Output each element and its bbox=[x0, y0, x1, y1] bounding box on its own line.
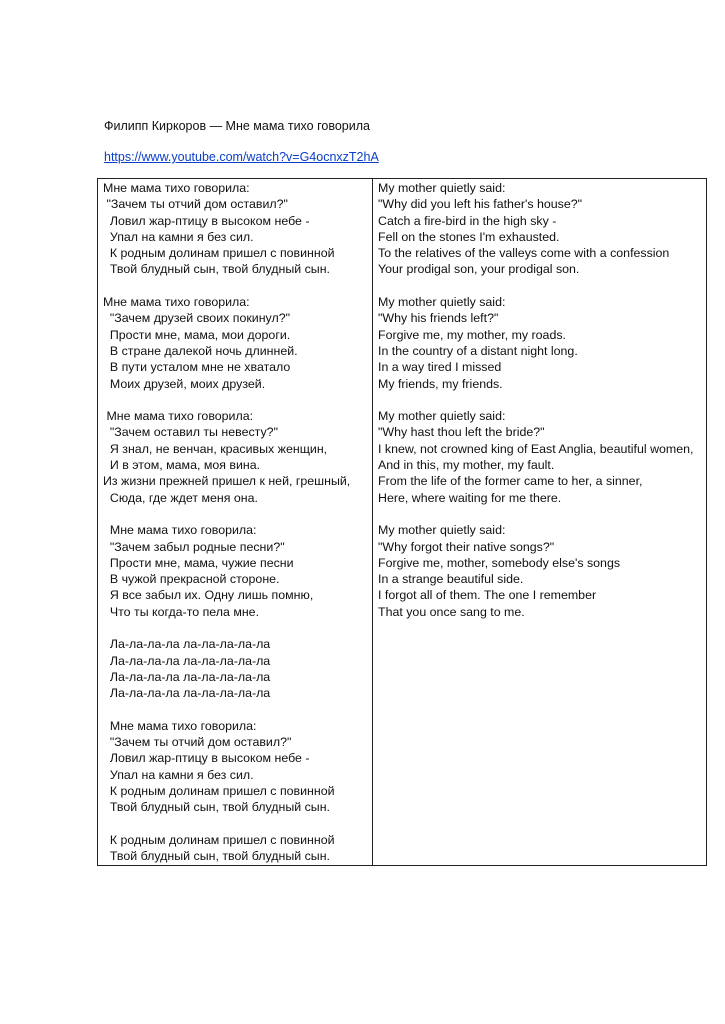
lyric-line: Мне мама тихо говорила: bbox=[103, 409, 254, 424]
lyric-line: Ла-ла-ла-ла ла-ла-ла-ла-ла bbox=[103, 637, 271, 652]
lyric-line: Твой блудный сын, твой блудный сын. bbox=[103, 800, 330, 815]
lyric-line: Я все забыл их. Одну лишь помню, bbox=[103, 588, 314, 603]
translation-line: "Why hast thou left the bride?" bbox=[378, 425, 545, 440]
lyric-line: Мне мама тихо говорила: bbox=[103, 718, 257, 733]
stanza-gap bbox=[103, 620, 368, 636]
translation-line: From the life of the former came to her, a sinner, bbox=[378, 474, 643, 489]
russian-verse-1 bbox=[103, 180, 368, 278]
lyric-line: Прости мне, мама, мои дороги. bbox=[103, 327, 291, 342]
lyric-line: Прости мне, мама, чужие песни bbox=[103, 555, 294, 570]
english-verse-4 bbox=[378, 522, 704, 620]
translation-line: My mother quietly said: bbox=[378, 409, 506, 424]
translation-line: That you once sang to me. bbox=[378, 604, 525, 619]
translation-line: Your prodigal son, your prodigal son. bbox=[378, 262, 580, 277]
translation-line: My mother quietly said: bbox=[378, 181, 506, 195]
lyric-line: Я знал, не венчан, красивых женщин, bbox=[103, 441, 328, 456]
lyric-line: Сюда, где ждет меня она. bbox=[103, 490, 258, 505]
translation-line: I forgot all of them. The one I remember bbox=[378, 588, 597, 603]
translation-line: My mother quietly said: bbox=[378, 523, 506, 538]
lyric-line: "Зачем забыл родные песни?" bbox=[103, 539, 285, 554]
translation-line: "Why forgot their native songs?" bbox=[378, 539, 555, 554]
stanza-gap bbox=[103, 278, 368, 294]
translation-line: To the relatives of the valleys come with a confession bbox=[378, 246, 670, 261]
lyric-line: Мне мама тихо говорила: bbox=[103, 181, 250, 195]
english-verse-1 bbox=[378, 180, 704, 278]
lyric-line: К родным долинам пришел с повинной bbox=[103, 246, 335, 261]
stanza-gap bbox=[103, 392, 368, 408]
lyric-line: Твой блудный сын, твой блудный сын. bbox=[103, 262, 330, 277]
translation-line: Here, where waiting for me there. bbox=[378, 490, 562, 505]
lyrics-table bbox=[97, 178, 707, 866]
lyric-line: "Зачем ты отчий дом оставил?" bbox=[103, 735, 292, 750]
translation-line: "Why did you left his father's house?" bbox=[378, 197, 583, 212]
translation-line: I knew, not crowned king of East Anglia, beautiful women, bbox=[378, 441, 694, 456]
russian-verse-3 bbox=[103, 408, 368, 506]
russian-lyrics-column bbox=[103, 180, 368, 864]
lyric-line: "Зачем ты отчий дом оставил?" bbox=[103, 197, 288, 212]
russian-outro bbox=[103, 832, 368, 865]
translation-line: My friends, my friends. bbox=[378, 376, 503, 391]
translation-line: Catch a fire-bird in the high sky - bbox=[378, 213, 557, 228]
stanza-gap bbox=[378, 506, 704, 522]
lyric-line: Ла-ла-ла-ла ла-ла-ла-ла-ла bbox=[103, 686, 271, 701]
translation-line: "Why his friends left?" bbox=[378, 311, 499, 326]
lyric-line: Что ты когда-то пела мне. bbox=[103, 604, 260, 619]
russian-verse-2 bbox=[103, 294, 368, 392]
lyric-line: Ловил жар-птицу в высоком небе - bbox=[103, 751, 310, 766]
russian-chorus bbox=[103, 636, 368, 701]
lyric-line: Моих друзей, моих друзей. bbox=[103, 376, 266, 391]
lyric-line: Упал на камни я без сил. bbox=[103, 767, 254, 782]
lyric-line: В чужой прекрасной стороне. bbox=[103, 572, 280, 587]
lyric-line: Твой блудный сын, твой блудный сын. bbox=[103, 849, 330, 864]
lyric-line: И в этом, мама, моя вина. bbox=[103, 458, 261, 473]
youtube-link[interactable]: https://www.youtube.com/watch?v=G4ocnxzT2hA bbox=[104, 150, 379, 164]
stanza-gap bbox=[378, 392, 704, 408]
russian-verse-5 bbox=[103, 718, 368, 816]
lyric-line: Мне мама тихо говорила: bbox=[103, 295, 250, 310]
english-translation-column bbox=[378, 180, 704, 620]
lyric-line: В стране далекой ночь длинней. bbox=[103, 343, 298, 358]
lyric-line: Упал на камни я без сил. bbox=[103, 229, 254, 244]
column-divider bbox=[372, 179, 373, 865]
stanza-gap bbox=[103, 702, 368, 718]
russian-verse-4 bbox=[103, 522, 368, 620]
translation-line: In the country of a distant night long. bbox=[378, 343, 578, 358]
translation-line: Forgive me, mother, somebody else's songs bbox=[378, 555, 621, 570]
translation-line: Fell on the stones I'm exhausted. bbox=[378, 229, 560, 244]
lyric-line: В пути усталом мне не хватало bbox=[103, 360, 291, 375]
page-title: Филипп Киркоров — Мне мама тихо говорила bbox=[104, 119, 370, 133]
translation-line: My mother quietly said: bbox=[378, 295, 506, 310]
stanza-gap bbox=[103, 506, 368, 522]
translation-line: In a way tired I missed bbox=[378, 360, 502, 375]
stanza-gap bbox=[103, 816, 368, 832]
translation-line: Forgive me, my mother, my roads. bbox=[378, 327, 566, 342]
translation-line: In a strange beautiful side. bbox=[378, 572, 524, 587]
lyric-line: Ла-ла-ла-ла ла-ла-ла-ла-ла bbox=[103, 653, 271, 668]
stanza-gap bbox=[378, 278, 704, 294]
lyric-line: Ловил жар-птицу в высоком небе - bbox=[103, 213, 310, 228]
lyric-line: Из жизни прежней пришел к ней, грешный, bbox=[103, 474, 351, 489]
lyric-line: Мне мама тихо говорила: bbox=[103, 523, 257, 538]
lyric-line: "Зачем оставил ты невесту?" bbox=[103, 425, 278, 440]
english-verse-2 bbox=[378, 294, 704, 392]
lyric-line: "Зачем друзей своих покинул?" bbox=[103, 311, 290, 326]
lyric-line: Ла-ла-ла-ла ла-ла-ла-ла-ла bbox=[103, 669, 271, 684]
english-verse-3 bbox=[378, 408, 704, 506]
lyric-line: К родным долинам пришел с повинной bbox=[103, 832, 335, 847]
translation-line: And in this, my mother, my fault. bbox=[378, 458, 555, 473]
lyric-line: К родным долинам пришел с повинной bbox=[103, 783, 335, 798]
